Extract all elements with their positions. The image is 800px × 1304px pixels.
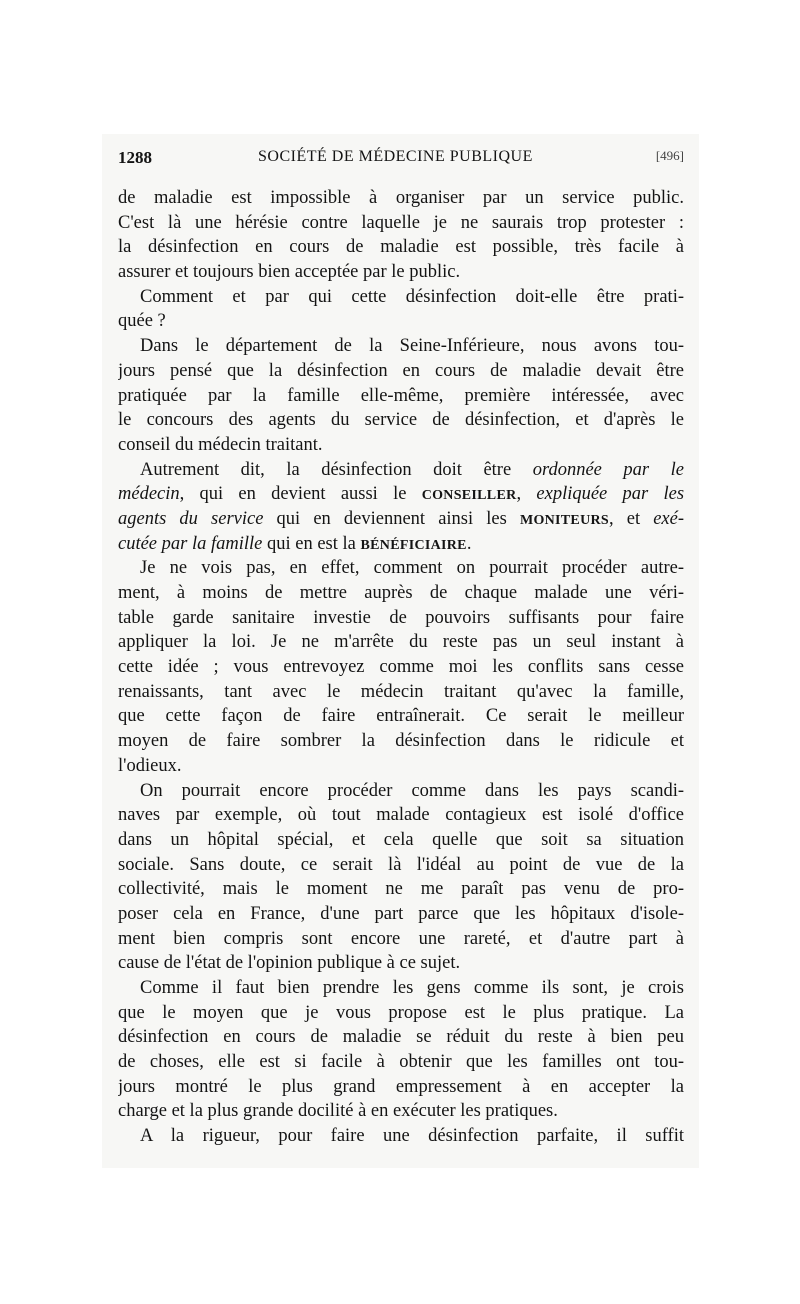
text-segment: .	[466, 533, 472, 554]
text-segment: charge et la plus grande docilité à en exécuter les pratiques.	[118, 1101, 558, 1122]
text-segment: Autrement dit, la désinfection doit être	[140, 459, 533, 480]
text-segment: assurer et toujours bien acceptée par le public.	[118, 262, 461, 283]
text-segment: appliquer la loi. Je ne m'arrête du reste pas un seul instant à	[118, 632, 684, 653]
page-number: 1288	[118, 148, 152, 167]
text-segment: sociale. Sans doute, ce serait là l'idéal au point de vue de la	[118, 854, 684, 875]
text-line	[118, 1001, 684, 1026]
small-caps-text: BÉNÉFICIAIRE	[360, 537, 467, 553]
text-segment: renaissants, tant avec le médecin traitant qu'avec la famille,	[118, 681, 684, 702]
text-segment: Comment et par qui cette désinfection doit-elle être prati-	[140, 286, 684, 307]
text-segment: jours pensé que la désinfection en cours de maladie devait être	[118, 360, 684, 381]
text-line	[118, 260, 684, 285]
text-segment: cause de l'état de l'opinion publique à ce sujet.	[118, 953, 461, 974]
text-segment: C'est là une hérésie contre laquelle je ne saurais trop protester :	[118, 212, 684, 233]
text-segment: de maladie est impossible à organiser par un service public.	[118, 188, 684, 208]
running-header	[118, 148, 684, 172]
text-segment: ment, à moins de mettre auprès de chaque malade une véri-	[118, 583, 684, 603]
text-segment: , qui en devient aussi le	[179, 484, 422, 505]
text-segment: Dans le département de la Seine-Inférieure, nous avons tou-	[140, 336, 684, 357]
text-line	[118, 655, 684, 680]
text-segment: le concours des agents du service de désinfection, et d'après le	[118, 410, 684, 431]
text-line	[118, 754, 684, 779]
text-line	[118, 359, 684, 384]
text-segment: On pourrait encore procéder comme dans les pays scandi-	[140, 780, 684, 801]
text-line	[118, 828, 684, 853]
text-segment: que le moyen que je vous propose est le plus pratique. La	[118, 1002, 684, 1023]
text-line	[118, 482, 684, 507]
text-segment: conseil du médecin traitant.	[118, 434, 323, 455]
italic-text: cutée par la famille	[118, 533, 263, 554]
text-line	[118, 384, 684, 409]
text-line	[118, 853, 684, 878]
text-line	[118, 433, 684, 458]
text-line	[118, 704, 684, 729]
text-line	[118, 285, 684, 310]
text-segment: cette idée ; vous entrevoyez comme moi les conflits sans cesse	[118, 657, 684, 678]
text-line	[118, 211, 684, 236]
italic-text: expliquée par les	[536, 484, 684, 505]
text-line	[118, 902, 684, 927]
text-line	[118, 458, 684, 483]
text-segment: pratiquée par la famille elle-même, première intéressée, avec	[118, 385, 684, 406]
text-line	[118, 235, 684, 260]
text-segment: moyen de faire sombrer la désinfection dans le ridicule et	[118, 731, 684, 752]
text-segment: quée ?	[118, 311, 166, 332]
text-line	[118, 507, 684, 532]
text-line	[118, 556, 684, 581]
text-segment: la désinfection en cours de maladie est possible, très facile à	[118, 237, 684, 258]
text-line	[118, 186, 684, 211]
text-segment: A la rigueur, pour faire une désinfection parfaite, il suffit	[140, 1126, 684, 1147]
text-line	[118, 606, 684, 631]
text-segment: table garde sanitaire investie de pouvoirs suffisants pour faire	[118, 607, 684, 628]
running-title: SOCIÉTÉ DE MÉDECINE PUBLIQUE	[258, 148, 533, 165]
text-segment: collectivité, mais le moment ne me paraît pas venu de pro-	[118, 879, 684, 900]
text-line	[118, 1124, 684, 1149]
text-line	[118, 803, 684, 828]
small-caps-text: CONSEILLER	[421, 488, 517, 504]
text-line	[118, 680, 684, 705]
text-segment: de choses, elle est si facile à obtenir que les familles ont tou-	[118, 1052, 684, 1073]
text-segment: naves par exemple, où tout malade contagieux est isolé d'office	[118, 805, 684, 826]
text-line	[118, 1099, 684, 1124]
text-segment: désinfection en cours de maladie se réduit du reste à bien peu	[118, 1027, 684, 1048]
italic-text: ordonnée par le	[532, 459, 684, 480]
italic-text: médecin	[118, 484, 180, 505]
italic-text: agents du service	[118, 508, 264, 529]
text-line	[118, 927, 684, 952]
text-line	[118, 630, 684, 655]
text-line	[118, 1025, 684, 1050]
text-segment: ,	[516, 484, 537, 505]
text-line	[118, 877, 684, 902]
text-segment: qui en est la	[262, 533, 361, 554]
text-line	[118, 334, 684, 359]
text-segment: ment bien compris sont encore une rareté, et d'autre part à	[118, 928, 684, 949]
text-segment: poser cela en France, d'une part parce que les hôpitaux d'isole-	[118, 903, 684, 924]
text-segment: que cette façon de faire entraînerait. Ce serait le meilleur	[118, 706, 684, 727]
text-line	[118, 408, 684, 433]
text-line	[118, 1050, 684, 1075]
text-segment: qui en deviennent ainsi les	[263, 508, 520, 529]
text-line	[118, 951, 684, 976]
body-text	[118, 186, 684, 1149]
text-segment: Comme il faut bien prendre les gens comme ils sont, je crois	[140, 978, 684, 998]
text-segment: jours montré le plus grand empressement à en accepter la	[118, 1076, 684, 1097]
text-line	[118, 1075, 684, 1100]
text-line	[118, 309, 684, 334]
text-line	[118, 532, 684, 557]
italic-text: exé-	[653, 508, 684, 529]
text-segment: Je ne vois pas, en effet, comment on pourrait procéder autre-	[140, 558, 684, 579]
text-segment: , et	[608, 508, 654, 529]
text-segment: dans un hôpital spécial, et cela quelle que soit sa situation	[118, 829, 684, 850]
text-segment: l'odieux.	[118, 755, 182, 776]
text-line	[118, 581, 684, 606]
text-line	[118, 976, 684, 1001]
text-line	[118, 729, 684, 754]
page-reference: [496]	[655, 148, 684, 163]
text-line	[118, 779, 684, 804]
small-caps-text: MONITEURS	[519, 512, 609, 528]
